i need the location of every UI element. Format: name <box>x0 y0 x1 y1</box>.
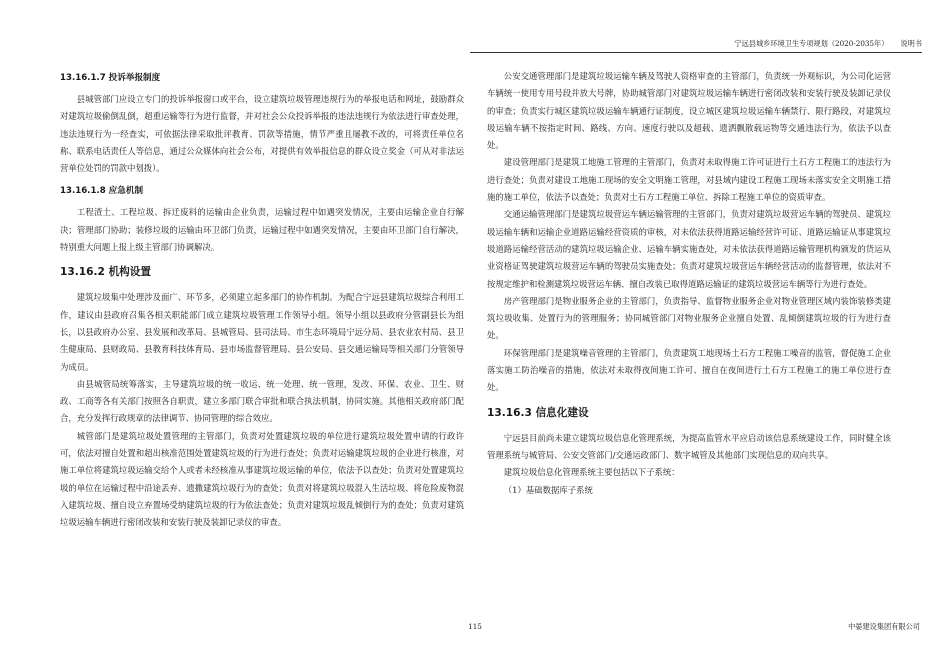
paragraph: 环保管理部门是建筑噪音管理的主管部门，负责建筑工地现场土石方工程施工噪音的监管，督促施工企业落实施工防治噪音的措施，依法对未取得夜间施工许可、擅自在夜间进行土石方工程施工的施工单位进行查处。 <box>487 347 891 393</box>
paragraph: 建设管理部门是建筑工地施工管理的主管部门，负责对未取得施工许可证进行土石方工程施工的违法行为进行查处；负责对建设工地施工现场的安全文明施工管理，对县域内建设工程施工现场未落实安全文明施工措施的施工单位，依法予以查处；负责对土石方工程施工单位、拆除工程施工单位的资质审查。 <box>487 157 891 203</box>
paragraph: 房产管理部门是物业服务企业的主管部门，负责指导、监督物业服务企业对物业管理区域内装饰装修类建筑垃圾收集、处置行为的管理服务；协同城管部门对物业服务企业擅自处置、乱倾倒建筑垃圾的行为进行查处。 <box>487 295 891 341</box>
list-item: （1）基础数据库子系统 <box>503 484 593 495</box>
page-number: 115 <box>468 622 482 631</box>
paragraph: 交通运输管理部门是建筑垃圾营运车辆运输管理的主管部门，负责对建筑垃圾营运车辆的驾驶员、建筑垃圾运输车辆和运输企业道路运输经营资质的审核，对未依法获得道路运输经营许可证、道路运输证从事建筑垃圾道路运输经营活动的建筑垃圾运输企业、运输车辆实施查处，对未依法获得道路运输管理机构颁发的货运从业资格证驾驶建筑垃圾营运车辆的驾驶员实施查处；负责对建筑垃圾营运车辆经营活动的监督管理，依法对不按规定维护和检测建筑垃圾营运车辆、擅自改装已取得道路运输证的建筑垃圾营运车辆等行为进行查处。 <box>487 209 891 289</box>
heading-13-16-3: 13.16.3 信息化建设 <box>487 406 589 419</box>
heading-13-16-2: 13.16.2 机构设置 <box>60 266 151 279</box>
left-column <box>60 60 464 532</box>
paragraph: 建筑垃圾集中处理涉及面广、环节多，必须建立起多部门的协作机制。为配合宁远县建筑垃圾综合利用工作，建议由县政府召集各相关职能部门成立建筑垃圾管理工作领导小组。领导小组以县政府分管副县长为组长，以县政府办公室、县发展和改革局、县城管局、县司法局、市生态环境局宁远分局、县农业农村局、县卫生健康局、县财政局、县教育科技体育局、县市场监督管理局、县公安局、县交通运输局等相关部门分管领导为成员。 <box>60 292 464 372</box>
right-column <box>487 60 891 499</box>
doc-title: 宁远县城乡环境卫生专项规划（2020-2035年） <box>734 39 889 48</box>
doc-type: 说明书 <box>900 39 922 48</box>
paragraph: 工程渣土、工程垃圾、拆迁废料的运输由企业负责，运输过程中如遇突发情况，主要由运输企业自行解决；管理部门协助；装修垃圾的运输由环卫部门负责，运输过程中如遇突发情况，主要由环卫部门自行解决，特别重大问题上报上级主管部门协调解决。 <box>60 207 464 253</box>
paragraph: 公安交通管理部门是建筑垃圾运输车辆及驾驶人资格审查的主管部门，负责统一外观标识，为公司化运营车辆统一使用专用号段并放大号牌，协助城管部门对建筑垃圾运输车辆进行密闭改装和安装行驶及装卸记录仪的审查；负责实行城区建筑垃圾运输车辆通行证制度，设立城区建筑垃圾运输车辆禁行、限行路段，对建筑垃圾运输车辆不按指定时间、路线、方向、速度行驶以及超载、遗洒飘散载运物等交通违法行为，依法予以查处。 <box>487 71 891 151</box>
paragraph: 由县城管局统筹落实，主导建筑垃圾的统一收运、统一处理、统一管理，发改、环保、农业、卫生、财政、工商等各有关部门按照各自职责，建立多部门联合审批和联合执法机制，协同实施。其他相关政府部门配合，充分发挥行政规章的法律调节、协同管理的综合效应。 <box>60 378 464 424</box>
heading-13-16-1-7: 13.16.1.7 投诉举报制度 <box>60 73 161 83</box>
heading-13-16-1-8: 13.16.1.8 应急机制 <box>60 186 144 197</box>
page-header <box>470 38 922 53</box>
company-name: 中晏建设集团有限公司 <box>848 622 920 631</box>
paragraph: 宁远县目前尚未建立建筑垃圾信息化管理系统，为提高监管水平应启动该信息系统建设工作，同时健全该管理系统与城管局、公安交管部门/交通运政部门、数字城管及其他部门实现信息的双向共享。 <box>487 432 891 460</box>
paragraph: 城管部门是建筑垃圾处置管理的主管部门，负责对处置建筑垃圾的单位进行建筑垃圾处置申请的行政许可，依法对擅自处置和超出核准范围处置建筑垃圾的行为进行查处；负责对运输建筑垃圾的企业进行核准，对施工单位将建筑垃圾运输交给个人或者未经核准从事建筑垃圾运输的单位，依法予以查处；负责对处置建筑垃圾的单位在运输过程中沿途丢弃、遗撒建筑垃圾行为的查处；负责对将建筑垃圾混入生活垃圾、将危险废物混入建筑垃圾、擅自设立弃置场受纳建筑垃圾的行为依法查处；负责对建筑垃圾乱倾倒行为的查处；负责对建筑垃圾运输车辆进行密闭改装和安装行驶及装卸记录仪的审查。 <box>60 430 464 528</box>
paragraph: 县城管部门应设立专门的投诉举报窗口或平台，设立建筑垃圾管理违规行为的举报电话和网址，鼓励群众对建筑垃圾偷倒乱倒，超重运输等行为进行监督，并对社会公众投诉举报的违法违规行为依法进行审查处理，违法违规行为一经查实，可依据法律采取批评教育、罚款等措施，情节严重且屡教不改的，可将责任单位名称、联系电话责任人等信息，通过公众媒体向社会公布，对提供有效举报信息的群众设立奖金（可从对非法运营单位处罚的罚款中划拨）。 <box>60 94 464 174</box>
paragraph: 建筑垃圾信息化管理系统主要包括以下子系统： <box>503 467 680 478</box>
